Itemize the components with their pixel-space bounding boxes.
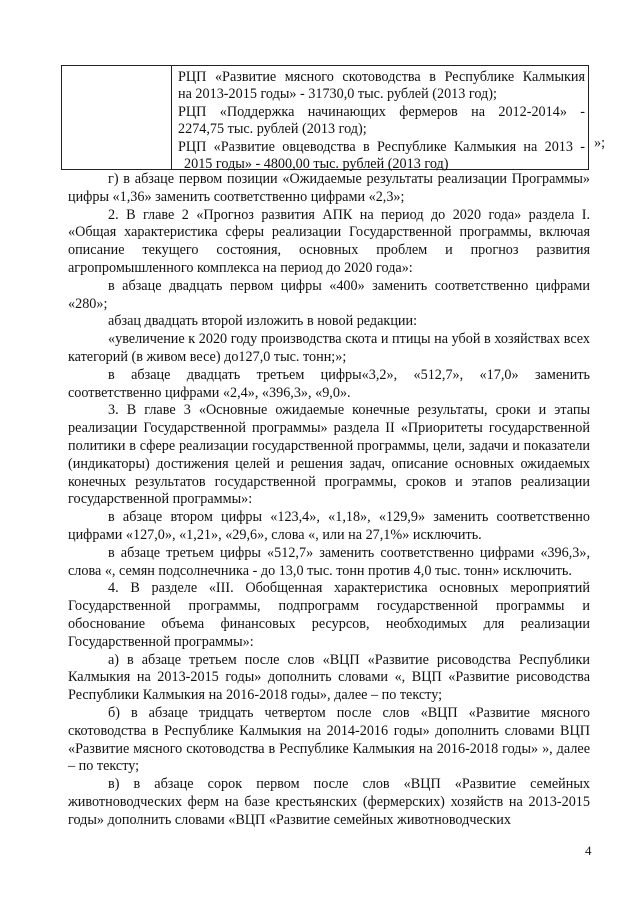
paragraph: б) в абзаце тридцать четвертом после слов «ВЦП «Развитие мясного скотоводства в Республике Калмыкия на 2014-2016 годы» дополнить словами ВЦП «Развитие мясного скотоводства в Республике Калмыкия на 2016-2018 годы» », далее – по тексту; (68, 704, 590, 775)
paragraph: 4. В разделе «III. Обобщенная характеристика основных мероприятий Государственной программы, подпрограмм государственной программы и обоснование объема финансовых ресурсов, необходимых для реализации Государственной программы»: (68, 580, 590, 650)
table-left-cell (62, 66, 172, 169)
paragraph: в абзаце втором цифры «123,4», «1,18», «129,9» заменить соответственно цифрами «127,0», «1,21», «29,6», слова «, или на 27,1%» исключить. (68, 509, 590, 543)
paragraph: «увеличение к 2020 году производства скота и птицы на убой в хозяйствах всех категорий (в живом весе) до127,0 тыс. тонн;»; (68, 331, 590, 365)
table-line: РЦП «Поддержка начинающих фермеров на 2012-2014» - (178, 103, 585, 120)
table-line: 2274,75 тыс. рублей (2013 год); (178, 121, 367, 138)
table-right-cell (172, 66, 588, 173)
paragraph: абзац двадцать второй изложить в новой редакции: (108, 313, 418, 330)
paragraph: 3. В главе 3 «Основные ожидаемые конечные результаты, сроки и этапы реализации Государственной программы» раздела II «Приоритеты государственной политики в сфере реализации государственной программы, цели, задачи и показатели (индикаторы) достижения целей и решения задач, описание основных ожидаемых конечных результатов государственной программы, сроков и этапов реализации государственной программы»: (68, 402, 590, 508)
body-text (68, 171, 590, 829)
paragraph: в абзаце третьем цифры «512,7» заменить соответственно цифрами «396,3», слова «, семян подсолнечника - до 13,0 тыс. тонн против 4,0 тыс. тонн» исключить. (68, 544, 590, 579)
program-table (61, 65, 589, 173)
table-line: РЦП «Развитие мясного скотоводства в Республике Калмыкия (178, 69, 585, 85)
paragraph: в абзаце двадцать третьем цифры«3,2», «512,7», «17,0» заменить соответственно цифрами «2,4», «396,3», «9,0». (68, 366, 590, 401)
table-line: на 2013-2015 годы» - 31730,0 тыс. рублей (2013 год); (178, 86, 497, 103)
paragraph: в) в абзаце сорок первом после слов «ВЦП «Развитие семейных животноводческих ферм на базе крестьянских (фермерских) хозяйств на 2013-2015 годы» дополнить словами «ВЦП «Развитие семейных животноводческих (68, 776, 590, 828)
table-line: РЦП «Развитие овцеводства в Республике Калмыкия на 2013 - (178, 138, 585, 155)
table-closing-quote: »; (594, 135, 606, 151)
paragraph: 2. В главе 2 «Прогноз развития АПК на период до 2020 года» раздела I. «Общая характеристика сферы реализации Государственной программы, включая описание текущего состояния, основных проблем и прогноз развития агропромышленного комплекса на период до 2020 года»: (68, 206, 590, 276)
paragraph: г) в абзаце первом позиции «Ожидаемые результаты реализации Программы» цифры «1,36» заменить соответственно цифрами «2,3»; (68, 171, 590, 205)
page-number: 4 (585, 843, 592, 858)
paragraph: в абзаце двадцать первом цифры «400» заменить соответственно цифрами «280»; (68, 277, 590, 312)
paragraph: а) в абзаце третьем после слов «ВЦП «Развитие рисоводства Республики Калмыкия на 2013-2015 годы» дополнить словами «, ВЦП «Развитие рисоводства Республики Калмыкия на 2016-2018 годы», далее – по тексту; (68, 651, 590, 704)
table-line: 2015 годы» - 4800,00 тыс. рублей (2013 год) (184, 156, 449, 173)
